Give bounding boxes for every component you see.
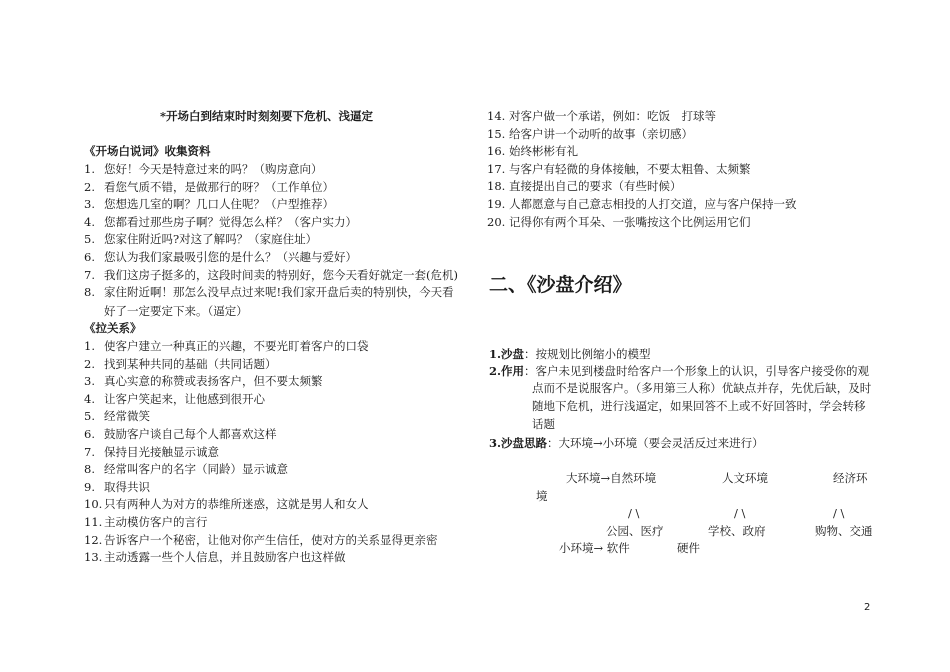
- list-item-text: 家住附近啊！那怎么没早点过来呢!我们家开盘后卖的特别快，今天看: [104, 285, 454, 300]
- list-item-number: 3.: [84, 374, 95, 389]
- list-item-text: 给客户讲一个动听的故事（亲切感）: [509, 126, 693, 141]
- list-item-number: 12.: [84, 532, 103, 547]
- list-item-text: 您好！今天是特意过来的吗？（购房意向）: [104, 162, 323, 176]
- section-title-relations: 《拉关系》: [84, 321, 142, 335]
- list-item-text: 您认为我们家最吸引您的是什么？（兴趣与爱好）: [104, 250, 357, 264]
- list-item-number: 16.: [487, 144, 506, 159]
- list-item-number: 18.: [487, 179, 506, 194]
- definition-label: 3.沙盘思路: [489, 436, 548, 450]
- list-item-number: 8.: [84, 462, 95, 477]
- list-item-number: 3.: [84, 197, 95, 212]
- list-item-text: 看您气质不错，是做那行的呀？（工作单位）: [104, 179, 334, 194]
- diagram-branch: / \: [734, 506, 746, 520]
- list-item-text: 人都愿意与自己意志相投的人打交道，应与客户保持一致: [509, 197, 797, 211]
- list-item-text: 您想选几室的啊？几口人住呢？（户型推荐）: [104, 197, 334, 212]
- list-item-number: 6.: [84, 427, 95, 441]
- list-item-text: 只有两种人为对方的恭维所迷惑，这就是男人和女人: [104, 497, 369, 512]
- list-item-text: 取得共识: [104, 479, 150, 494]
- list-item-text: 记得你有两个耳朵、一张嘴按这个比例运用它们: [509, 214, 751, 229]
- list-item-text: 始终彬彬有礼: [509, 144, 578, 159]
- definition-label: 2.作用: [489, 364, 525, 378]
- definition-text-line: 点而不是说服客户。（多用第三人称）优缺点并存，先优后缺，及时: [532, 381, 872, 395]
- list-item-number: 19.: [487, 197, 506, 211]
- list-item-number: 6.: [84, 250, 95, 264]
- list-item-continuation: 好了一定要定下来。（逼定）: [104, 304, 248, 318]
- list-item-text: 鼓励客户谈自己每个人都喜欢这样: [104, 427, 277, 441]
- list-item-number: 8.: [84, 285, 95, 300]
- list-item-text: 经常微笑: [104, 409, 150, 424]
- list-item-text: 对客户做一个承诺，例如：吃饭 打球等: [509, 109, 716, 123]
- diagram-leaf-nature: 公园、医疗: [606, 524, 664, 538]
- list-item-text: 直接提出自己的要求（有些时候）: [509, 179, 682, 194]
- list-item-text: 真心实意的称赞或表扬客户，但不要太频繁: [104, 374, 323, 389]
- diagram-branch: / \: [833, 506, 845, 520]
- definition-function: [489, 363, 869, 379]
- list-item-number: 5.: [84, 409, 95, 424]
- definition-text: ：大环境→小环境（要会灵活反过来进行）: [547, 436, 764, 450]
- list-item-number: 17.: [487, 161, 506, 176]
- list-item-text: 告诉客户一个秘密，让他对你产生信任，使对方的关系显得更亲密: [104, 532, 438, 547]
- diagram-node-hardware: 硬件: [677, 541, 700, 555]
- diagram-node-big-env: 大环境→自然环境: [566, 471, 657, 485]
- list-item-number: 2.: [84, 179, 95, 194]
- list-item-number: 7.: [84, 444, 95, 459]
- list-item-number: 1.: [84, 162, 95, 176]
- list-item-text: 使客户建立一种真正的兴趣，不要光盯着客户的口袋: [104, 339, 369, 353]
- list-item-number: 7.: [84, 267, 95, 282]
- list-item-number: 11.: [84, 515, 103, 529]
- list-item-text: 经常叫客户的名字（同龄）显示诚意: [104, 462, 288, 477]
- list-item-number: 15.: [487, 126, 506, 141]
- list-item-number: 9.: [84, 479, 95, 494]
- list-item-text: 找到某种共同的基础（共同话题）: [104, 356, 277, 371]
- page-headline: *开场白到结束时时刻刻要下危机、浅逼定: [160, 109, 374, 123]
- list-item-number: 2.: [84, 356, 95, 371]
- definition-sandtable: [489, 346, 651, 362]
- list-item-number: 4.: [84, 214, 95, 229]
- diagram-leaf-econ: 购物、交通: [815, 524, 873, 538]
- list-item-text: 您都看过那些房子啊？觉得怎么样？（客户实力）: [104, 214, 357, 229]
- definition-approach: [489, 435, 764, 451]
- list-item-number: 10.: [84, 497, 103, 512]
- diagram-node-small-env: 小环境→ 软件: [559, 541, 630, 555]
- list-item-text: 您家住附近吗?对这了解吗？（家庭住址）: [104, 232, 318, 247]
- list-item-text: 与客户有轻微的身体接触，不要太粗鲁、太频繁: [509, 161, 751, 176]
- list-item-text: 保持目光接触显示诚意: [104, 444, 219, 459]
- list-item-number: 14.: [487, 109, 506, 123]
- diagram-node-econ-env-wrap: 境: [536, 489, 548, 503]
- definition-text: ：客户未见到楼盘时给客户一个形象上的认识，引导客户接受你的观: [524, 364, 870, 378]
- definition-text-line: 话题: [532, 417, 555, 431]
- list-item-number: 5.: [84, 232, 95, 247]
- list-item-number: 20.: [487, 214, 506, 229]
- list-item-number: 4.: [84, 391, 95, 406]
- diagram-leaf-human: 学校、政府: [708, 524, 766, 538]
- section-heading-sandtable: 二、《沙盘介绍》: [489, 274, 632, 296]
- diagram-branch: / \: [628, 506, 640, 520]
- list-item-text: 我们这房子挺多的，这段时间卖的特别好，您今天看好就定一套(危机): [104, 267, 458, 282]
- list-item-number: 13.: [84, 550, 103, 565]
- diagram-node-human-env: 人文环境: [722, 471, 768, 485]
- page-number: 2: [864, 602, 871, 613]
- list-item-text: 主动透露一些个人信息，并且鼓励客户也这样做: [104, 550, 346, 565]
- diagram-node-econ-env: 经济环: [833, 471, 868, 485]
- list-item-number: 1.: [84, 339, 95, 353]
- definition-text-line: 随地下危机，进行浅逼定，如果回答不上或不好回答时，学会转移: [532, 399, 866, 413]
- list-item-text: 让客户笑起来，让他感到很开心: [104, 391, 265, 406]
- definition-label: 1.沙盘: [489, 347, 525, 361]
- section-title-opening: 《开场白说词》收集资料: [84, 144, 211, 158]
- definition-text: ：按规划比例缩小的模型: [524, 347, 651, 361]
- list-item-text: 主动模仿客户的言行: [104, 515, 208, 529]
